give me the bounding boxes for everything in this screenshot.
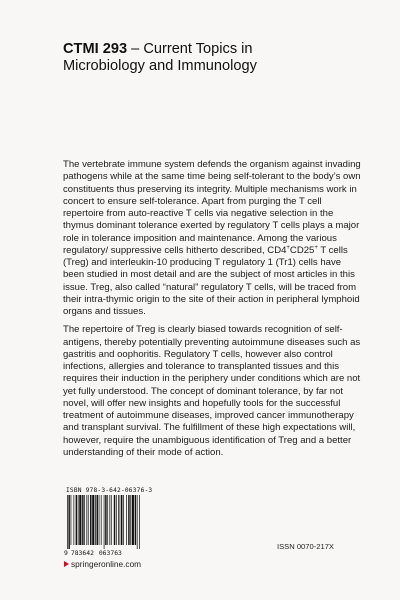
barcode-bar xyxy=(104,495,105,549)
paragraph-1-text-c: T cells (Treg) and interleukin-10 producing T regulatory 1 (Tr1) cells have been studied in most detail and are the subject of most articles in this issue. Treg, also called “natural” regulatory T cells, will be traced from their intra-thymic origin to the site of their action in peripheral lymphoid organs and tissues. xyxy=(63,244,360,317)
barcode-bar xyxy=(90,495,91,545)
barcode-bar xyxy=(76,495,77,545)
barcode-bar xyxy=(101,495,102,545)
barcode-bar xyxy=(126,495,127,545)
barcode-bar xyxy=(73,495,74,545)
barcode-bar xyxy=(120,495,121,545)
title-line-1: Current Topics in xyxy=(143,41,253,57)
barcode-bar xyxy=(71,495,72,545)
superscript-plus: + xyxy=(286,244,290,251)
barcode-digit-group-1: 783642 xyxy=(70,549,94,557)
barcode-bar xyxy=(78,495,79,545)
barcode-bar xyxy=(107,495,108,545)
barcode-bar xyxy=(116,495,117,545)
barcode-bar xyxy=(99,495,100,545)
paragraph-1-text-a: The vertebrate immune system defends the organism against invading pathogens while at the same time being self-tolerant to the body’s own constituents thus preserving its integrity. Multiple mechanisms work in concert to ensure self-tolerance. Apart from purging the T cell repertoire from auto-reactive T cells via negative selection in the thymus dominant tolerance exerted by regulatory T cells plays a major role in tolerance imposition and maintenance. Among the various regulatory/ suppressive cells hitherto described, CD4 xyxy=(63,159,361,256)
series-code: CTMI 293 xyxy=(63,41,128,57)
barcode-bar xyxy=(92,495,94,545)
springer-arrow-icon xyxy=(64,561,69,567)
barcode-bar xyxy=(88,495,89,545)
isbn-label: ISBN 978-3-642-06376-3 xyxy=(66,487,153,494)
barcode-icon xyxy=(66,495,140,549)
barcode-bar xyxy=(95,495,96,545)
barcode-bar xyxy=(132,495,134,545)
description-paragraph-2: The repertoire of Treg is clearly biased towards recognition of self-antigens, thereby potentially preventing autoimmune diseases such as gastritis and oophoritis. Regulatory T cells, however also control infections, allergies and tolerance to transplanted tissues and this requires their induction in the periphery under conditions which are not yet fully understood. The concept of dominant tolerance, by far not novel, will offer new insights and hopefully tools for the successful treatment of autoimmune diseases, improved cancer immunotherapy and transplant survival. The fulfillment of these high expectations will, however, require the unambiguous identification of Treg and a better understanding of their mode of action. xyxy=(63,324,361,458)
barcode-bar xyxy=(118,495,119,545)
barcode-bar xyxy=(86,495,87,545)
description-paragraph-1 xyxy=(63,159,363,318)
barcode-bar xyxy=(137,495,138,549)
barcode-bar xyxy=(84,495,85,545)
barcode-digit-group-2: 063763 xyxy=(98,549,122,557)
barcode-bar xyxy=(109,495,110,545)
barcode-bar xyxy=(82,495,83,545)
title-separator: – xyxy=(127,41,144,57)
barcode-digit-first: 9 xyxy=(64,549,68,557)
barcode-bar xyxy=(67,495,68,549)
barcode-bar xyxy=(139,495,140,549)
issn: ISSN 0070-217X xyxy=(277,542,334,551)
barcode-bar xyxy=(97,495,98,545)
barcode-bar xyxy=(121,495,122,545)
barcode-bar xyxy=(135,495,136,545)
barcode-bar xyxy=(128,495,129,545)
barcode-bar xyxy=(130,495,131,545)
barcode-bar xyxy=(114,495,115,545)
barcode-bar xyxy=(68,495,69,549)
title-line-2: Microbiology and Immunology xyxy=(63,58,257,74)
barcode-digits xyxy=(64,549,122,557)
publisher-url: springeronline.com xyxy=(71,559,142,569)
superscript-plus: + xyxy=(314,244,318,251)
barcode-bar xyxy=(123,495,124,545)
description xyxy=(63,159,363,465)
barcode-bar xyxy=(79,495,81,545)
barcode-bar xyxy=(111,495,112,545)
barcode-bar xyxy=(105,495,106,545)
paragraph-1-text-b: CD25 xyxy=(289,244,315,256)
series-title xyxy=(63,41,363,75)
publisher-link[interactable] xyxy=(64,559,141,569)
